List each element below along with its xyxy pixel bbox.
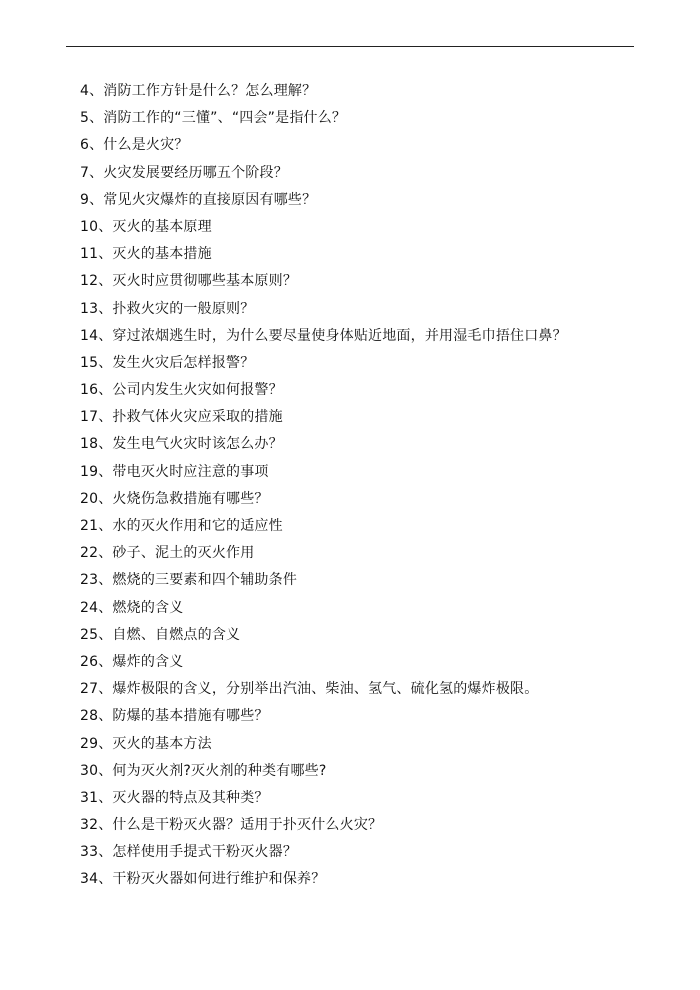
question-item: 14、穿过浓烟逃生时，为什么要尽量使身体贴近地面，并用湿毛巾捂住口鼻？ [80,327,567,344]
question-item: 21、水的灭火作用和它的适应性 [80,518,283,534]
question-item: 27、爆炸极限的含义，分别举出汽油、柴油、氢气、硫化氢的爆炸极限。 [80,681,539,698]
question-item: 10、灭火的基本原理 [80,218,212,235]
question-item: 12、灭火时应贯彻哪些基本原则？ [80,273,298,290]
question-item: 4、消防工作方针是什么？怎么理解？ [80,83,317,99]
question-item: 24、燃烧的含义 [80,599,184,616]
question-item: 5、消防工作的“三懂”、“四会”是指什么？ [80,110,347,127]
question-item: 20、火烧伤急救措施有哪些？ [80,490,269,507]
question-list [80,80,670,896]
question-item: 32、什么是干粉灭火器？适用于扑灭什么火灾？ [80,817,383,834]
question-item: 13、扑救火灾的一般原则？ [80,300,255,317]
question-item: 22、砂子、泥土的灭火作用 [80,545,255,562]
question-item: 30、何为灭火剂?灭火剂的种类有哪些? [80,762,327,779]
question-item: 25、自燃、自燃点的含义 [80,626,241,643]
question-item: 23、燃烧的三要素和四个辅助条件 [80,572,298,589]
question-item: 34、干粉灭火器如何进行维护和保养？ [80,871,326,888]
question-item: 15、发生火灾后怎样报警？ [80,354,255,371]
question-item: 6、什么是火灾？ [80,137,189,154]
question-item: 26、爆炸的含义 [80,653,184,670]
question-item: 31、灭火器的特点及其种类？ [80,789,269,806]
question-item: 18、发生电气火灾时该怎么办？ [80,436,283,453]
question-item: 19、带电灭火时应注意的事项 [80,463,269,480]
question-item: 16、公司内发生火灾如何报警？ [80,382,283,399]
question-item: 9、常见火灾爆炸的直接原因有哪些？ [80,191,317,208]
question-item: 29、灭火的基本方法 [80,735,212,752]
question-item: 28、防爆的基本措施有哪些？ [80,708,269,725]
question-item: 11、灭火的基本措施 [80,246,212,263]
header-divider [66,46,634,47]
question-item: 17、扑救气体火灾应采取的措施 [80,409,283,426]
question-item: 7、火灾发展要经历哪五个阶段？ [80,164,288,181]
question-item: 33、怎样使用手提式干粉灭火器？ [80,844,298,861]
